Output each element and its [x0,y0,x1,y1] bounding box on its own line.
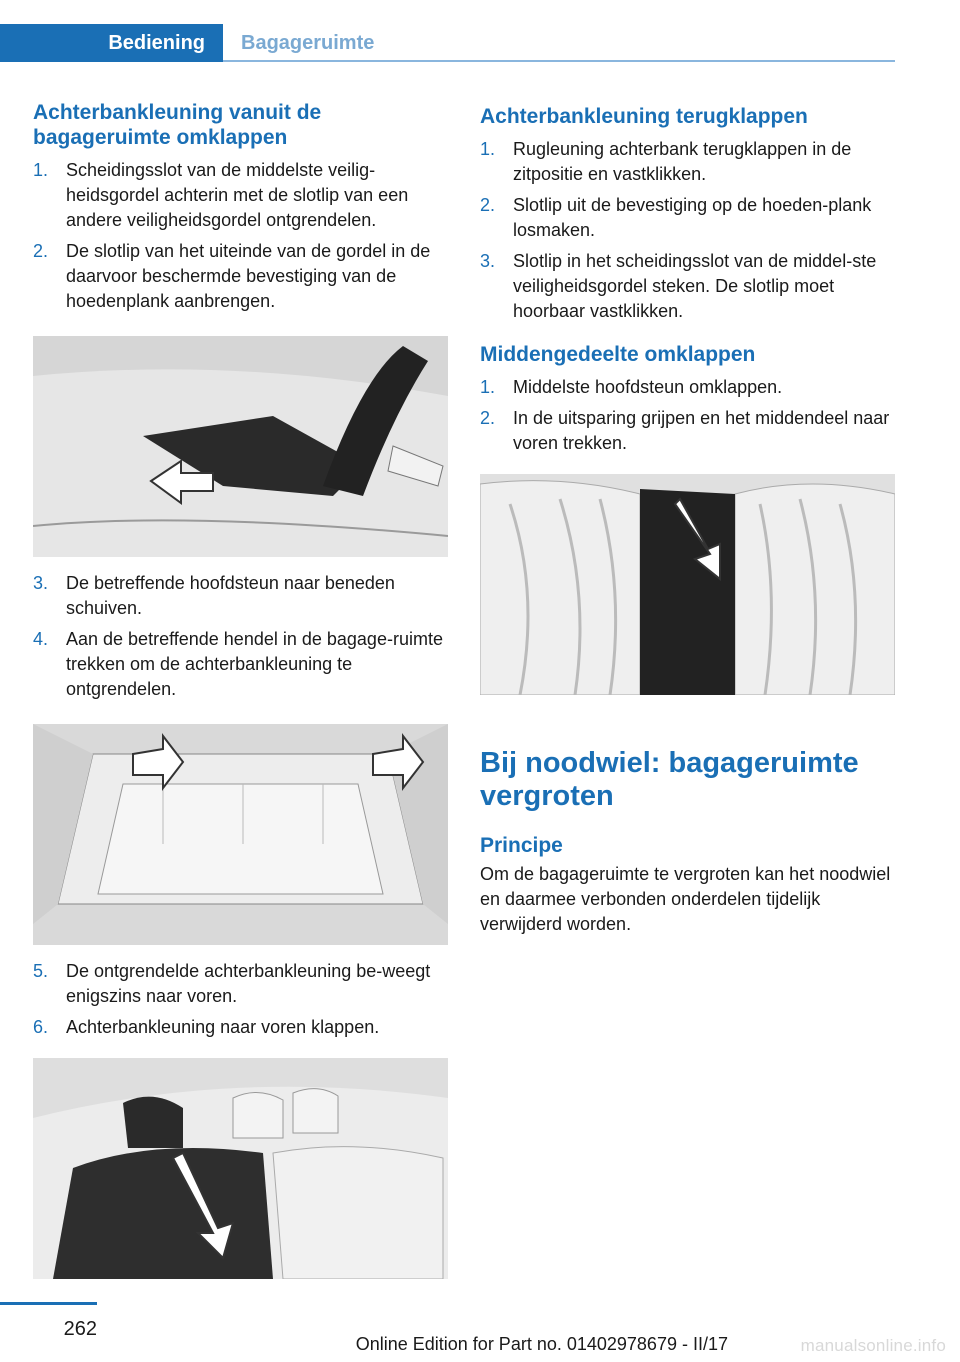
figure-middle-section-fold [480,474,895,695]
tab-bagageruimte[interactable]: Bagageruimte [241,31,375,54]
principle-text: Om de bagageruimte te vergroten kan het noodwiel en daarmee verbonden onderdelen tijdelijk verwijderd worden. [480,864,891,934]
step-item: 3. Slotlip in het scheidingsslot van de middel‐ste veiligheidsgordel steken. De slotlip moet hoorbaar vastklikken. [480,251,877,321]
tab-bediening[interactable]: Bediening [0,24,223,62]
step-item: 5. De ontgrendelde achterbankleuning be‐weegt enigszins naar voren. [33,961,431,1006]
figure-backrest-fold-forward [33,1058,448,1279]
heading-middle-section: Middengedeelte omklappen [480,343,756,366]
section-title-spare-wheel: Bij noodwiel: bagageruimte vergroten [480,747,859,812]
steps-list-c [33,959,448,1040]
step-item: 6. Achterbankleuning naar voren klappen. [33,1017,380,1037]
page-number: 262 [63,1318,97,1340]
step-item: 1. Rugleuning achterbank terugklappen in de zitpositie en vastklikken. [480,139,852,184]
steps-list-b [33,571,448,702]
step-item: 1. Scheidingsslot van de middelste veilig‐heidsgordel achterin met de slotlip van een andere veiligheidsgordel ontgrendelen. [33,160,409,230]
steps-list-fold-back [480,137,895,324]
step-item: 2. Slotlip uit de bevestiging op de hoeden‐plank losmaken. [480,195,872,240]
heading-fold-back: Achterbankleuning terugklappen [480,105,808,128]
heading-fold-from-trunk: Achterbankleuning vanuit de bagageruimte omklappen [33,101,322,149]
step-item: 1. Middelste hoofdsteun omklappen. [480,377,783,397]
footer-rule [0,1302,97,1305]
right-column [480,104,895,937]
step-item: 2. In de uitsparing grijpen en het middendeel naar voren trekken. [480,408,890,453]
watermark: manualsonline.info [800,1336,946,1355]
heading-principle: Principe [480,834,563,857]
step-item: 4. Aan de betreffende hendel in de bagage‐ruimte trekken om de achterbankleuning te ontgrendelen. [33,629,443,699]
steps-list-middle [480,375,895,456]
left-column [33,100,448,1279]
steps-list-a [33,158,448,314]
chapter-tabbar [0,0,895,64]
tab-underline [223,60,895,62]
edition-note: Online Edition for Part no. 01402978679 - II/17 [355,1334,728,1354]
step-item: 2. De slotlip van het uiteinde van de gordel in de daarvoor beschermde bevestiging van de hoedenplank aanbrengen. [33,241,431,311]
figure-trunk-release-levers [33,724,448,945]
step-item: 3. De betreffende hoofdsteun naar beneden schuiven. [33,573,395,618]
figure-parcel-shelf-belt [33,336,448,557]
